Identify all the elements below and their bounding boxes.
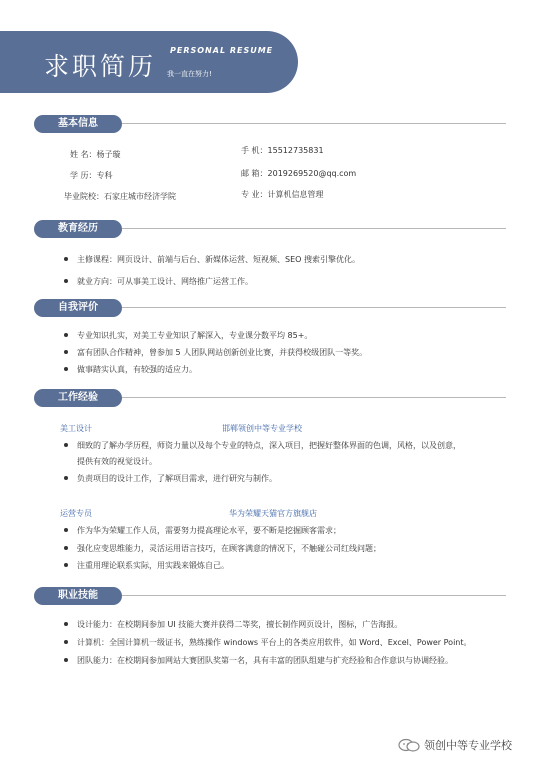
list-item: 负责项目的设计工作，了解项目需求，进行研究与制作。 xyxy=(77,474,277,483)
list-item: 注重用理论联系实际，用实践来锻炼自己。 xyxy=(77,561,229,570)
list-item: 作为华为荣耀工作人员，需要努力提高理论水平，要不断是挖掘顾客需求； xyxy=(77,526,341,535)
phone-field: 手 机：15512735831 xyxy=(241,146,324,155)
job-title: 美工设计 xyxy=(60,424,92,433)
list-item: 主修课程：网页设计、前端与后台、新媒体运营、短视频、SEO 搜索引擎优化。 xyxy=(77,255,360,264)
job-company: 邯郸领创中等专业学校 xyxy=(222,424,302,433)
section-skills xyxy=(34,587,506,605)
degree-field: 学 历：专科 xyxy=(70,171,113,180)
section-self-evaluation xyxy=(34,299,506,317)
list-item: 专业知识扎实，对美工专业知识了解深入，专业课分数平均 85+。 xyxy=(77,331,313,340)
section-divider xyxy=(122,595,506,596)
list-item: 细致的了解办学历程，师资力量以及每个专业的特点，深入项目，把握好整体界面的色调，风格，以及创意， xyxy=(77,441,461,450)
section-title: 教育经历 xyxy=(34,220,122,238)
page-subtitle: PERSONAL RESUME xyxy=(170,46,274,55)
major-field: 专 业：计算机信息管理 xyxy=(241,190,324,199)
page-title: 求职简历 xyxy=(44,52,157,81)
list-item-continuation: 提供有效的视觉设计。 xyxy=(77,457,157,466)
section-education xyxy=(34,220,506,238)
section-title: 职业技能 xyxy=(34,587,122,605)
list-item: 团队能力：在校期间参加网站大赛团队奖第一名，具有丰富的团队组建与扩充经验和合作意识与协调经验。 xyxy=(77,656,453,665)
section-basic-info xyxy=(34,115,506,133)
job-title: 运营专员 xyxy=(60,509,92,518)
wechat-icon xyxy=(398,738,420,752)
section-title: 基本信息 xyxy=(34,115,122,133)
section-divider xyxy=(122,397,506,398)
list-item: 计算机：全国计算机一级证书，熟练操作 windows 平台上的各类应用软件，如 Word、Excel、Power Point。 xyxy=(77,638,472,647)
page-motto: 我一直在努力! xyxy=(167,70,212,78)
section-divider xyxy=(122,228,506,229)
section-divider xyxy=(122,123,506,124)
list-item: 强化应变思维能力，灵活运用语言技巧，在顾客满意的情况下，不触碰公司红线问题； xyxy=(77,544,381,553)
section-title: 自我评价 xyxy=(34,299,122,317)
name-field: 姓 名：杨子璇 xyxy=(70,150,121,159)
email-field: 邮 箱：2019269520@qq.com xyxy=(241,169,357,178)
school-field: 毕业院校：石家庄城市经济学院 xyxy=(64,192,176,201)
watermark-text: 领创中等专业学校 xyxy=(424,739,512,752)
list-item: 就业方向：可从事美工设计、网络推广运营工作。 xyxy=(77,277,253,286)
list-item: 做事踏实认真，有较强的适应力。 xyxy=(77,365,197,374)
section-title: 工作经验 xyxy=(34,389,122,407)
job-company: 华为荣耀天猫官方旗舰店 xyxy=(229,509,317,518)
list-item: 富有团队合作精神，曾参加 5 人团队网站创新创业比赛，并获得校级团队一等奖。 xyxy=(77,348,368,357)
list-item: 设计能力：在校期间参加 UI 技能大赛并获得二等奖，擅长制作网页设计，图标，广告海报。 xyxy=(77,620,403,629)
section-work xyxy=(34,389,506,407)
section-divider xyxy=(122,307,506,308)
